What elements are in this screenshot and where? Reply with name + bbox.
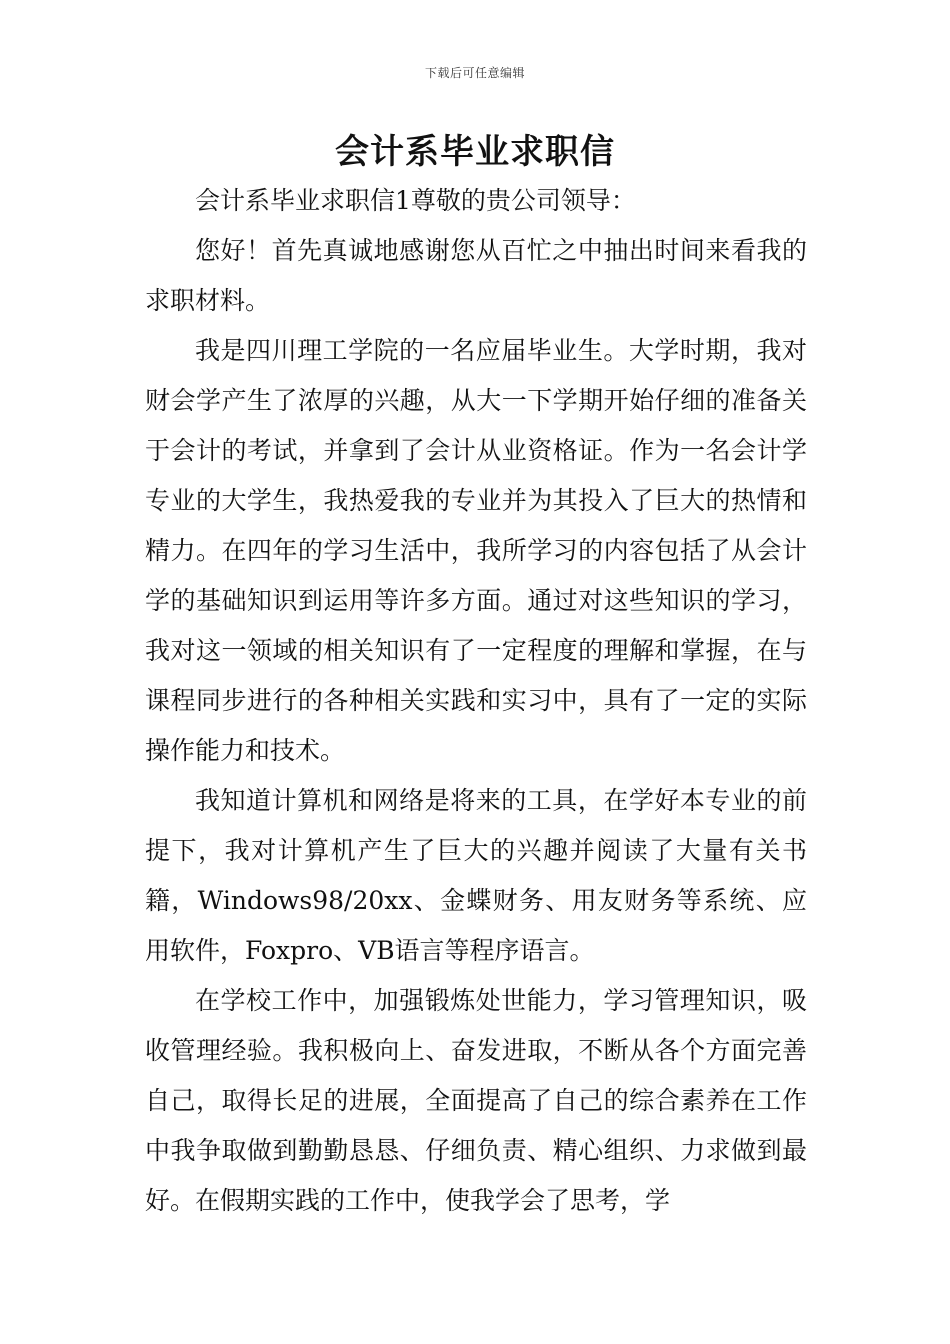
paragraph-greeting: 您好！首先真诚地感谢您从百忙之中抽出时间来看我的求职材料。	[145, 236, 807, 315]
paragraph-work-experience: 在学校工作中，加强锻炼处世能力，学习管理知识，吸收管理经验。我积极向上、奋发进取，不断从各个方面完善自己，取得长足的进展，全面提高了自己的综合素养在工作中我争取做到勤勤恳恳、仔细负责、精心组织、力求做到最好。在假期实践的工作中，使我学会了思考，学	[145, 986, 807, 1215]
document-title: 会计系毕业求职信	[335, 132, 615, 172]
paragraph-salutation: 会计系毕业求职信1尊敬的贵公司领导：	[195, 186, 636, 215]
header-note: 下载后可任意编辑	[424, 66, 525, 80]
paragraph-computer-skills: 我知道计算机和网络是将来的工具，在学好本专业的前提下，我对计算机产生了巨大的兴趣并阅读了大量有关书籍，Windows98/20xx、金蝶财务、用友财务等系统、应用软件，Foxpro、VB语言等程序语言。	[145, 786, 807, 965]
paragraph-education: 我是四川理工学院的一名应届毕业生。大学时期，我对财会学产生了浓厚的兴趣，从大一下学期开始仔细的准备关于会计的考试，并拿到了会计从业资格证。作为一名会计学专业的大学生，我热爱我的专业并为其投入了巨大的热情和精力。在四年的学习生活中，我所学习的内容包括了从会计学的基础知识到运用等许多方面。通过对这些知识的学习，我对这一领域的相关知识有了一定程度的理解和掌握，在与课程同步进行的各种相关实践和实习中，具有了一定的实际操作能力和技术。	[145, 336, 807, 765]
document-body	[145, 176, 807, 1226]
